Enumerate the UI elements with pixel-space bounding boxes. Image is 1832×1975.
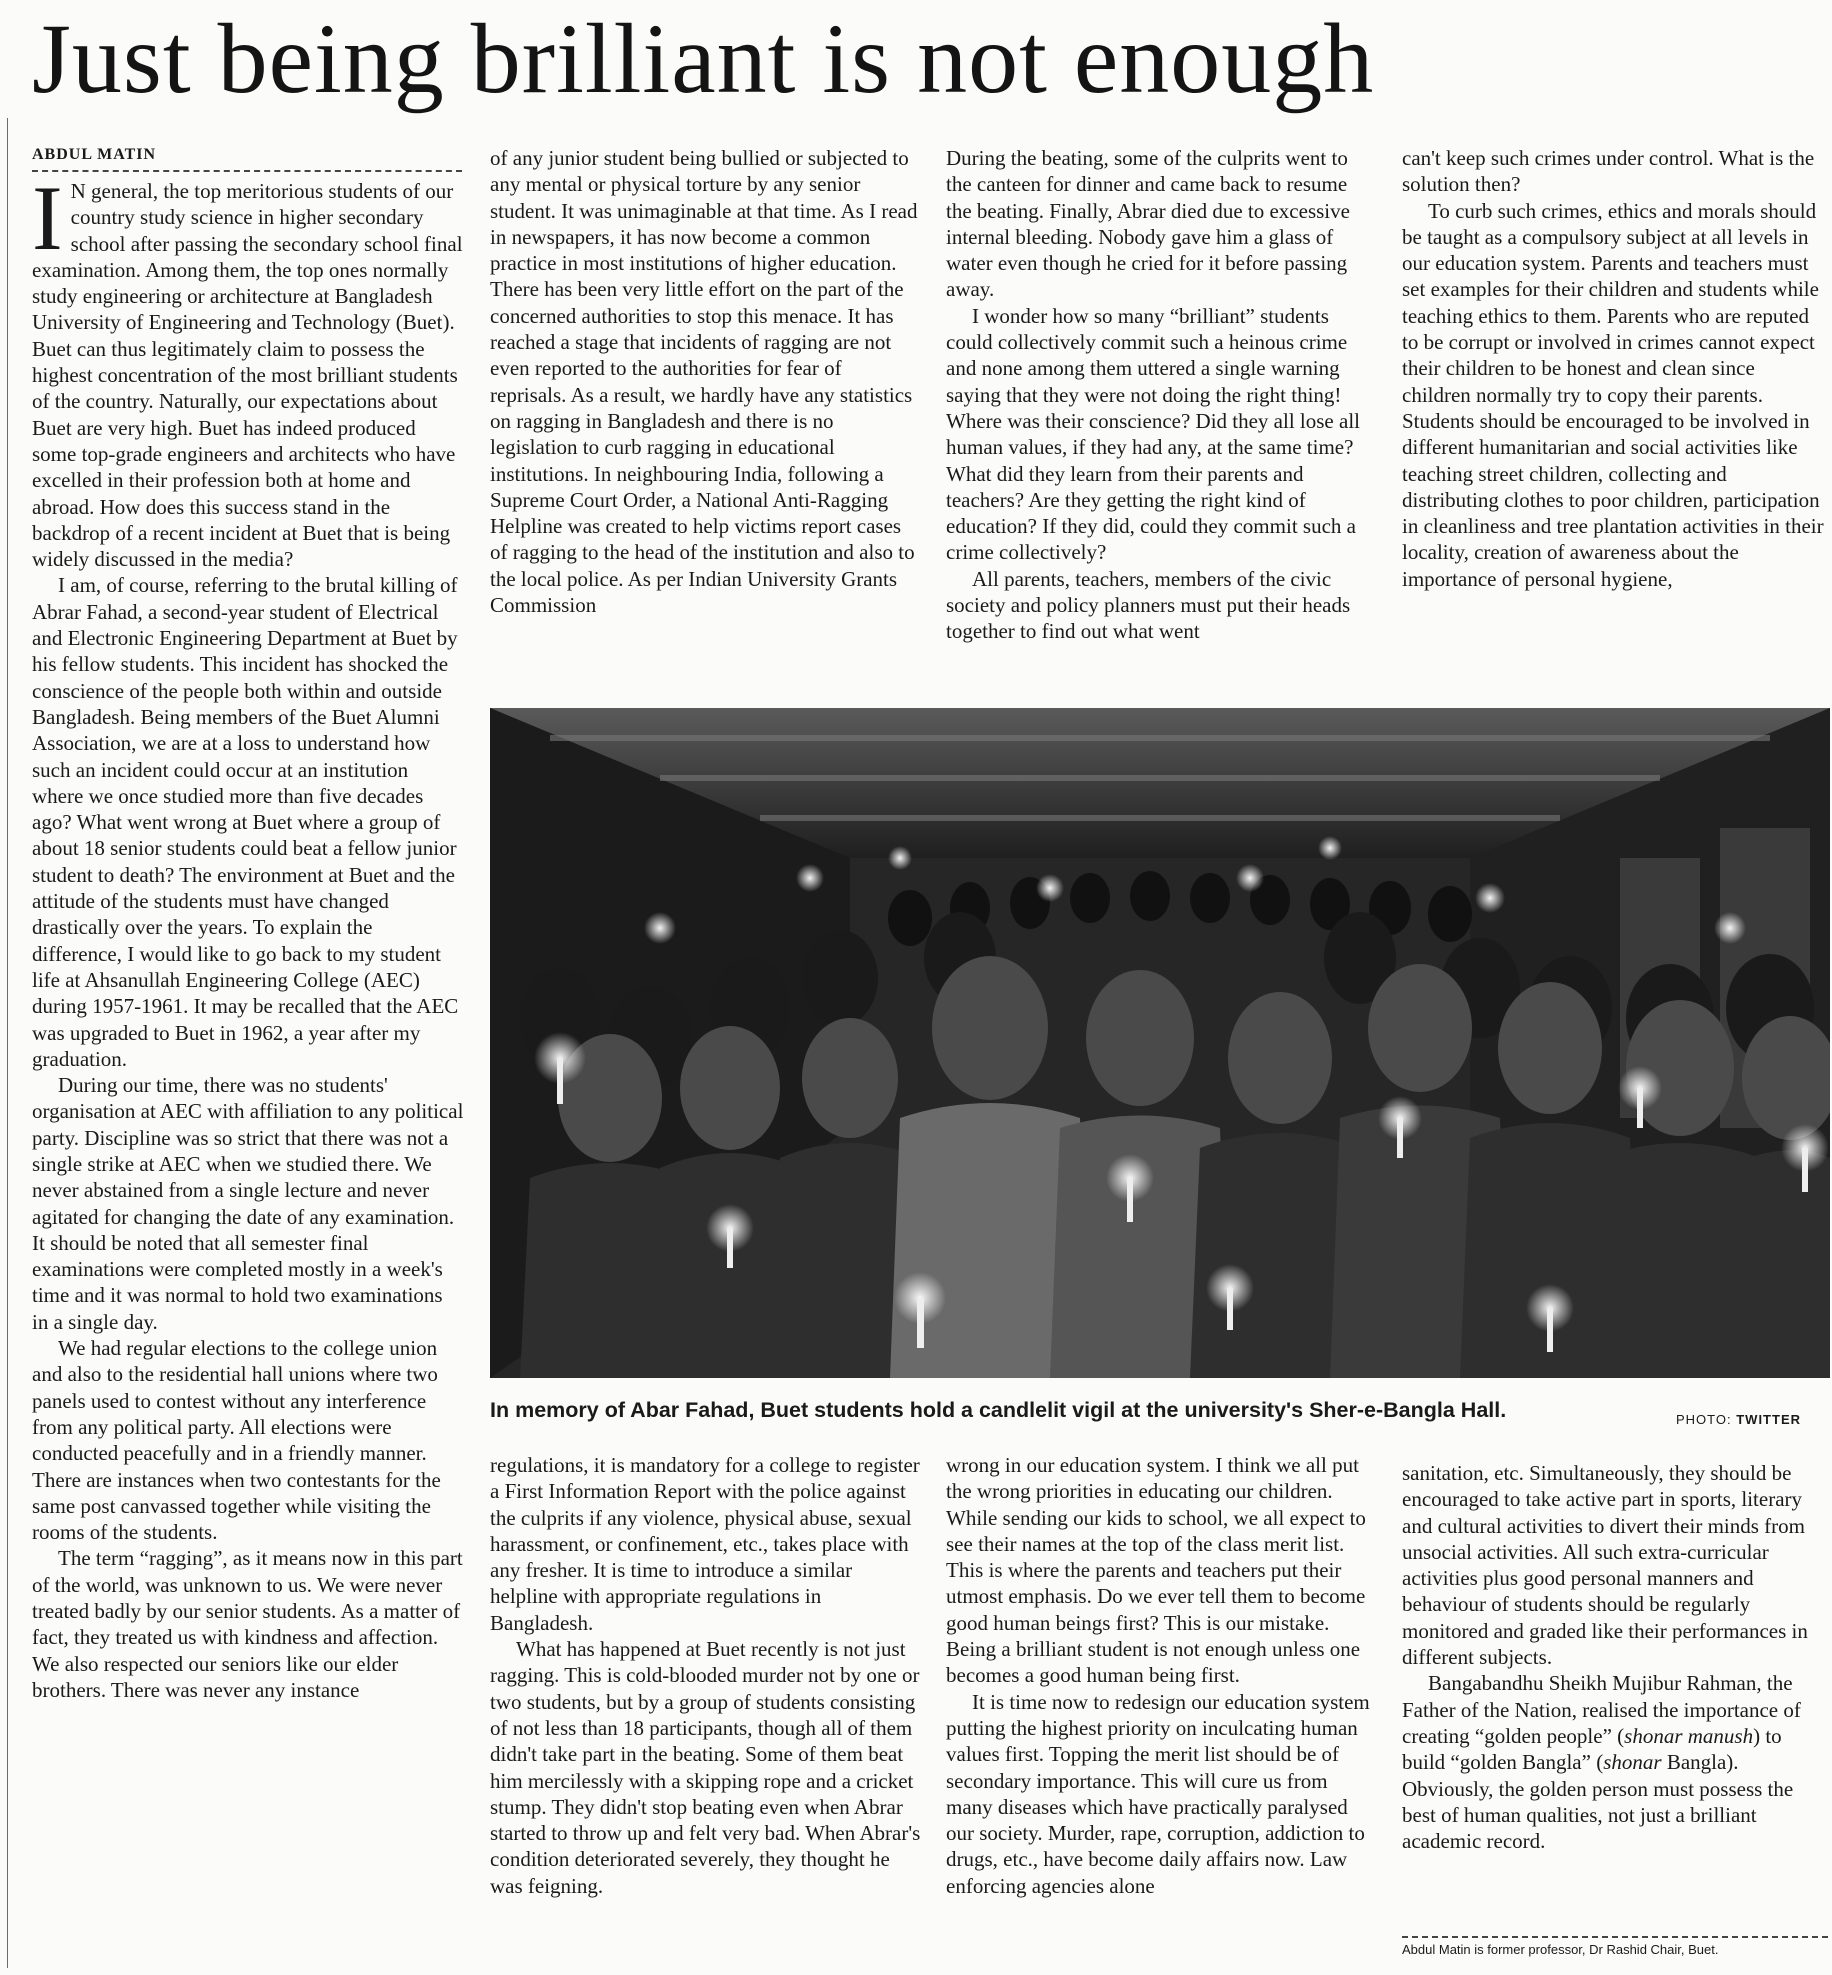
left-edge-rule [7, 118, 8, 1968]
col1-paragraph-4: We had regular elections to the college union and also to the residential hall unions where two panels used to contest without any interference from any political party. All elections were conducted peacefully and in a friendly manner. There are instances when two contestants for the same post canvassed together while visiting the rooms of the students. [32, 1336, 441, 1545]
italic-term: shonar manush [1624, 1723, 1754, 1748]
vigil-photo [490, 708, 1830, 1378]
byline-divider [32, 170, 462, 172]
col1-paragraph-3: During our time, there was no students' organisation at AEC with affiliation to any political party. Discipline was so strict that there was not a single strike at AEC when we studied there. We never abstained from a single lecture and never agitated for changing the date of any examination. It should be noted that all semester final examinations were completed mostly in a week's time and it was normal to hold two examinations in a single day. [32, 1073, 464, 1334]
col1-paragraph-1: I N general, the top meritorious students of our country study science in higher secondary school after passing the secondary school final examination. Among them, the top ones normally study engineering or architecture at Bangladesh University of Engineering and Technology (Buet). Buet can thus legitimately claim to possess the highest concentration of the most brilliant students of the country. Naturally, our expectations about Buet are very high. Buet has indeed produced some top-grade engineers and architects who have excelled in their profession both at home and abroad. How does this success stand in the backdrop of a recent incident at Buet that is being widely discussed in the media? [32, 178, 463, 572]
vigil-photo-illustration [490, 708, 1830, 1378]
column-3-bottom [946, 1452, 1378, 1970]
footnote-divider [1402, 1936, 1828, 1938]
col2-bottom-paragraph-2: What has happened at Buet recently is not just ragging. This is cold-blooded murder not by one or two students, but by a group of students consisting of not less than 18 participants, though all of them didn't take part in the beating. Some of them beat him mercilessly with a skipping rope and a cricket stump. They didn't stop beating even when Abrar started to throw up and felt very bad. When Abrar's condition deteriorated severely, they thought he was feigning. [490, 1637, 921, 1898]
column-3-top [946, 145, 1378, 669]
column-2-top [490, 145, 922, 669]
col4-bottom-paragraph-2: Bangabandhu Sheikh Mujibur Rahman, the Father of the Nation, realised the importance of creating “golden people” (shonar manush) to build “golden Bangla” (shonar Bangla). Obviously, the golden person must possess the best of human qualities, not just a brilliant academic record. [1402, 1671, 1801, 1854]
col3-top-paragraph-3: All parents, teachers, members of the civic society and policy planners must put their heads together to find out what went [946, 566, 1351, 644]
column-2-bottom [490, 1452, 922, 1970]
photo-credit-label: PHOTO: [1676, 1412, 1732, 1427]
author-footnote: Abdul Matin is former professor, Dr Rashid Chair, Buet. [1402, 1942, 1719, 1957]
col1-paragraph-2: I am, of course, referring to the brutal killing of Abrar Fahad, a second-year student of Electrical and Electronic Engineering Department at Buet by his fellow students. This incident has shocked the conscience of the people both within and outside Bangladesh. Being members of the Buet Alumni Association, we are at a loss to understand how such an incident could occur at an institution where we once studied more than five decades ago? What went wrong at Buet where a group of about 18 senior students could beat a fellow junior student to death? The environment at Buet and the attitude of the students must have changed drastically over the years. To explain the difference, I would like to go back to my student life at Ahsanullah Engineering College (AEC) during 1957-1961. It may be recalled that the AEC was upgraded to Buet in 1962, a year after my graduation. [32, 573, 459, 1071]
col2-top-paragraph: of any junior student being bullied or subjected to any mental or physical torture by any senior student. It was unimaginable at that time. As I read in newspapers, it has now become a common practice in most institutions of higher education. There has been very little effort on the part of the concerned authorities to stop this menace. It has reached a stage that incidents of ragging are not even reported to the authorities for fear of reprisals. As a result, we hardly have any statistics on ragging in Bangladesh and there is no legislation to curb ragging in educational institutions. In neighbouring India, following a Supreme Court Order, a National Anti-Ragging Helpline was created to help victims report cases of ragging to the head of the institution and also to the local police. As per Indian University Grants Commission [490, 146, 918, 618]
col2-bottom-paragraph-1: regulations, it is mandatory for a college to register a First Information Report with the police against the culprits if any violence, physical abuse, sexual harassment, or confinement, etc., takes place with any fresher. It is time to introduce a similar helpline with appropriate regulations in Bangladesh. [490, 1453, 920, 1635]
column-1 [32, 178, 464, 1970]
col1-paragraph-5: The term “ragging”, as it means now in this part of the world, was unknown to us. We were never treated badly by our senior students. As a matter of fact, they treated us with kindness and affection. We also respected our seniors like our elder brothers. There was never any instance [32, 1546, 463, 1702]
photo-caption: In memory of Abar Fahad, Buet students hold a candlelit vigil at the university's Sher-e-Bangla Hall. [490, 1398, 1507, 1422]
col3-top-paragraph-2: I wonder how so many “brilliant” students could collectively commit such a heinous crime and none among them uttered a single warning saying that they were not doing the right thing! Where was their conscience? Did they all lose all human values, if they had any, at the same time? What did they learn from their parents and teachers? Are they getting the right kind of education? If they did, could they commit such a crime collectively? [946, 303, 1360, 565]
col4-top-paragraph-1: can't keep such crimes under control. What is the solution then? [1402, 146, 1815, 197]
article-headline: Just being brilliant is not enough [32, 3, 1375, 114]
photo-credit [1676, 1412, 1801, 1427]
col3-bottom-paragraph-2: It is time now to redesign our education system putting the highest priority on inculcating human values first. Topping the merit list should be of secondary importance. This will cure us from many diseases which have practically paralysed our society. Murder, rape, corruption, addiction to drugs, etc., have become daily affairs now. Law enforcing agencies alone [946, 1689, 1370, 1898]
col4-bottom-paragraph-1: sanitation, etc. Simultaneously, they should be encouraged to take active part in sports, literary and cultural activities to divert their minds from unsocial activities. All such extra-curricular activities plus good personal manners and behaviour of students should be regularly monitored and graded like their performances in different subjects. [1402, 1461, 1808, 1670]
drop-cap: I [32, 178, 63, 269]
column-4-bottom [1402, 1460, 1828, 1930]
italic-term: shonar [1603, 1750, 1662, 1775]
column-4-top [1402, 145, 1828, 669]
col4-top-paragraph-2: To curb such crimes, ethics and morals should be taught as a compulsory subject at all levels in our education system. Parents and teachers must set examples for their children and students while teaching ethics to them. Parents who are reputed to be corrupt or involved in crimes cannot expect their children to be honest and clean since children normally try to copy their parents. Students should be encouraged to be involved in different humanitarian and social activities like teaching street children, collecting and distributing clothes to poor children, participation in cleanliness and tree plantation activities in their locality, creation of awareness about the importance of personal hygiene, [1402, 198, 1824, 591]
photo-credit-source: TWITTER [1736, 1412, 1801, 1427]
col3-bottom-paragraph-1: wrong in our education system. I think we all put the wrong priorities in educating our children. While sending our kids to school, we all expect to see their names at the top of the class merit list. This is where the parents and teachers put their utmost emphasis. Do we ever tell them to become good human beings first? This is our mistake. Being a brilliant student is not enough unless one becomes a good human being first. [946, 1453, 1366, 1688]
byline: ABDUL MATIN [32, 146, 157, 163]
col3-top-paragraph-1: During the beating, some of the culprits went to the canteen for dinner and came back to resume the beating. Finally, Abrar died due to excessive internal bleeding. Nobody gave him a glass of water even though he cried for it before passing away. [946, 146, 1350, 302]
